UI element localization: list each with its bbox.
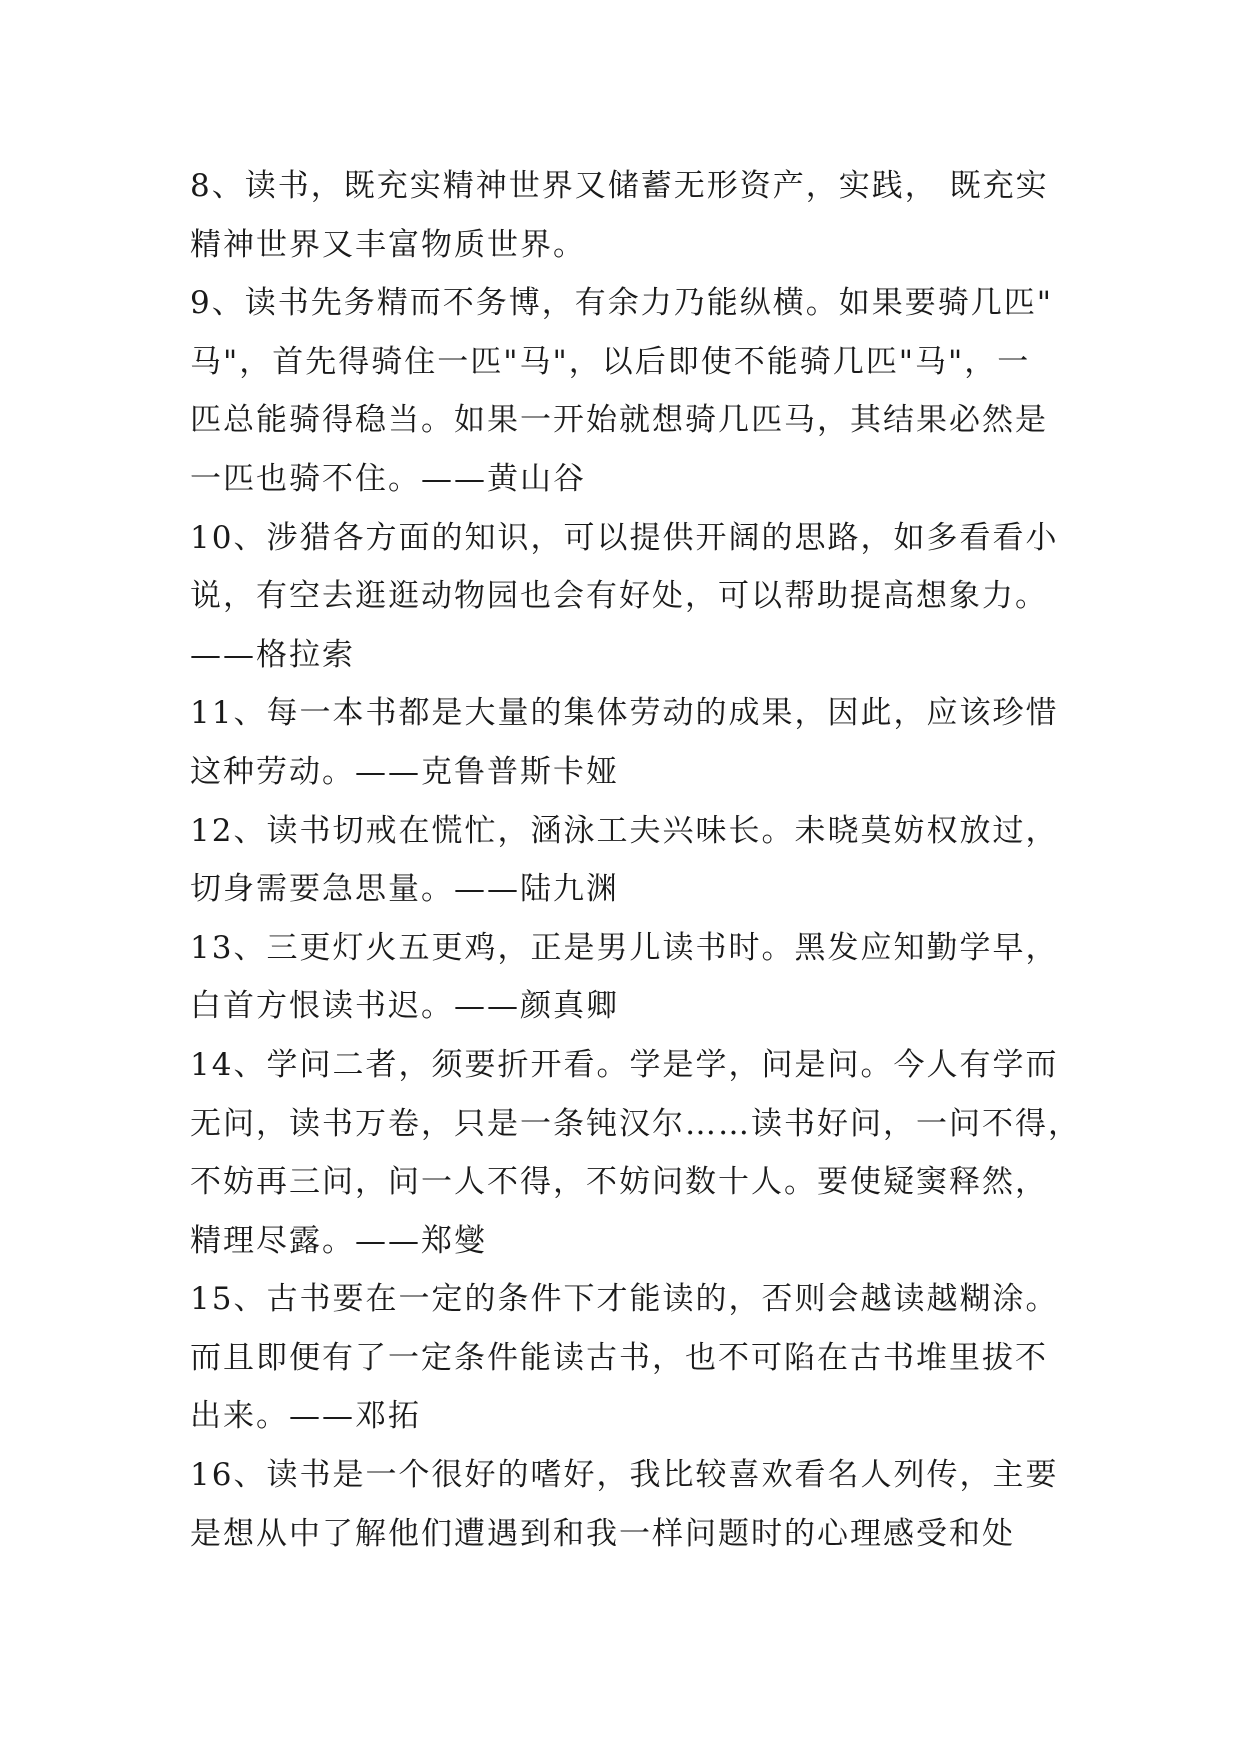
text-line: ——格拉索 bbox=[190, 636, 355, 673]
text-line: 10、涉猎各方面的知识，可以提供开阔的思路，如多看看小 bbox=[190, 519, 1059, 556]
text-line: 14、学问二者，须要折开看。学是学，问是问。今人有学而 bbox=[190, 1046, 1059, 1083]
text-line: 说，有空去逛逛动物园也会有好处，可以帮助提高想象力。 bbox=[190, 578, 1048, 615]
text-line: 一匹也骑不住。——黄山谷 bbox=[190, 460, 586, 497]
text-line: 8、读书，既充实精神世界又储蓄无形资产，实践， 既充实 bbox=[190, 168, 1049, 204]
text-line: 这种劳动。——克鲁普斯卡娅 bbox=[190, 753, 619, 790]
text-line: 无问，读书万卷，只是一条钝汉尔……读书好问，一问不得， bbox=[190, 1105, 1081, 1142]
text-line: 12、读书切戒在慌忙，涵泳工夫兴味长。未晓莫妨权放过， bbox=[190, 812, 1059, 849]
text-line: 切身需要急思量。——陆九渊 bbox=[190, 871, 619, 908]
document-page bbox=[190, 157, 1081, 1563]
text-line: 而且即便有了一定条件能读古书，也不可陷在古书堆里拔不 bbox=[190, 1339, 1048, 1376]
text-line: 不妨再三问，问一人不得，不妨问数十人。要使疑窦释然， bbox=[190, 1164, 1048, 1201]
text-line: 马"，首先得骑住一匹"马"，以后即使不能骑几匹"马"，一 bbox=[190, 343, 1031, 380]
text-line: 出来。——邓拓 bbox=[190, 1398, 421, 1435]
text-line: 是想从中了解他们遭遇到和我一样问题时的心理感受和处 bbox=[190, 1515, 1015, 1552]
text-line: 13、三更灯火五更鸡，正是男儿读书时。黑发应知勤学早， bbox=[190, 929, 1059, 966]
text-line: 精理尽露。——郑燮 bbox=[190, 1222, 487, 1259]
text-line: 白首方恨读书迟。——颜真卿 bbox=[190, 988, 619, 1025]
text-line: 16、读书是一个很好的嗜好，我比较喜欢看名人列传，主要 bbox=[190, 1457, 1059, 1494]
text-line: 精神世界又丰富物质世界。 bbox=[190, 226, 586, 263]
text-line: 匹总能骑得稳当。如果一开始就想骑几匹马，其结果必然是 bbox=[190, 402, 1048, 439]
text-line: 9、读书先务精而不务博，有余力乃能纵横。如果要骑几匹" bbox=[190, 285, 1053, 322]
text-line: 11、每一本书都是大量的集体劳动的成果，因此，应该珍惜 bbox=[190, 695, 1059, 732]
text-line: 15、古书要在一定的条件下才能读的，否则会越读越糊涂。 bbox=[190, 1281, 1059, 1318]
